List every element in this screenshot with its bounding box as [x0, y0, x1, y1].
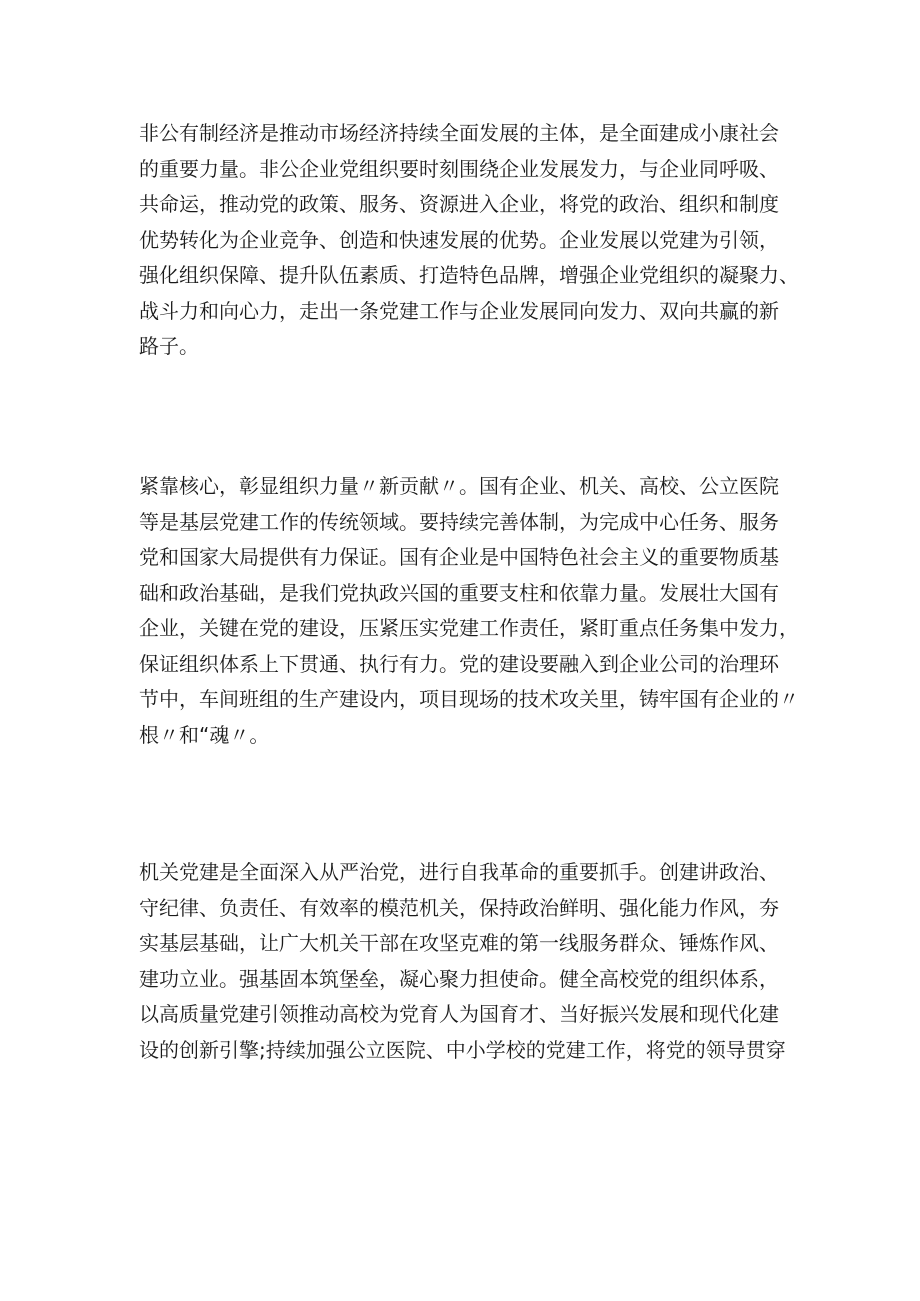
- text-line: 建功立业。强基固本筑堡垒，凝心聚力担使命。健全高校党的组织体系，: [139, 966, 779, 991]
- paragraph-private-economy: [139, 116, 799, 365]
- text-line: 优势转化为企业竞争、创造和快速发展的优势。企业发展以党建为引领，: [139, 227, 779, 252]
- text-line: 紧靠核心，彰显组织力量〃新贡献〃。国有企业、机关、高校、公立医院: [139, 474, 779, 498]
- text-line: 党和国家大局提供有力保证。国有企业是中国特色社会主义的重要物质基: [139, 545, 779, 569]
- text-line: 机关党建是全面深入从严治党，进行自我革命的重要抓手。创建讲政治、: [139, 860, 779, 884]
- text-line: 非公有制经济是推动市场经济持续全面发展的主体，是全面建成小康社会: [139, 121, 779, 145]
- text-line: 守纪律、负责任、有效率的模范机关，保持政治鲜明、强化能力作风，夯: [139, 895, 779, 920]
- text-line: 础和政治基础，是我们党执政兴国的重要支柱和依靠力量。发展壮大国有: [139, 580, 779, 605]
- paragraph-state-enterprise: [139, 469, 799, 753]
- text-line: 路子。: [139, 334, 199, 358]
- text-line: 企业，关键在党的建设，压紧压实党建工作责任，紧盯重点任务集中发力，: [139, 616, 799, 640]
- text-line: 的重要力量。非公企业党组织要时刻围绕企业发展发力，与企业同呼吸、: [139, 156, 779, 181]
- text-line: 节中，车间班组的生产建设内，项目现场的技术攻关里，铸牢国有企业的〃: [139, 687, 799, 711]
- text-line: 强化组织保障、提升队伍素质、打造特色品牌，增强企业党组织的凝聚力、: [139, 263, 799, 287]
- text-line: 保证组织体系上下贯通、执行有力。党的建设要融入到企业公司的治理环: [139, 651, 779, 676]
- text-line: 共命运，推动党的政策、服务、资源进入企业，将党的政治、组织和制度: [139, 192, 779, 216]
- text-line: 等是基层党建工作的传统领域。要持续完善体制，为完成中心任务、服务: [139, 509, 779, 534]
- text-line: 实基层基础，让广大机关干部在攻坚克难的第一线服务群众、锤炼作风、: [139, 931, 779, 955]
- paragraph-organ-party-building: [139, 855, 799, 1068]
- text-line: 战斗力和向心力，走出一条党建工作与企业发展同向发力、双向共赢的新: [139, 298, 779, 323]
- text-line: 设的创新引擎;持续加强公立医院、中小学校的党建工作，将党的领导贯穿: [139, 1037, 786, 1062]
- text-line: 以高质量党建引领推动高校为党育人为国育才、当好振兴发展和现代化建: [139, 1002, 779, 1026]
- text-line: 根〃和“魂〃。: [139, 722, 270, 747]
